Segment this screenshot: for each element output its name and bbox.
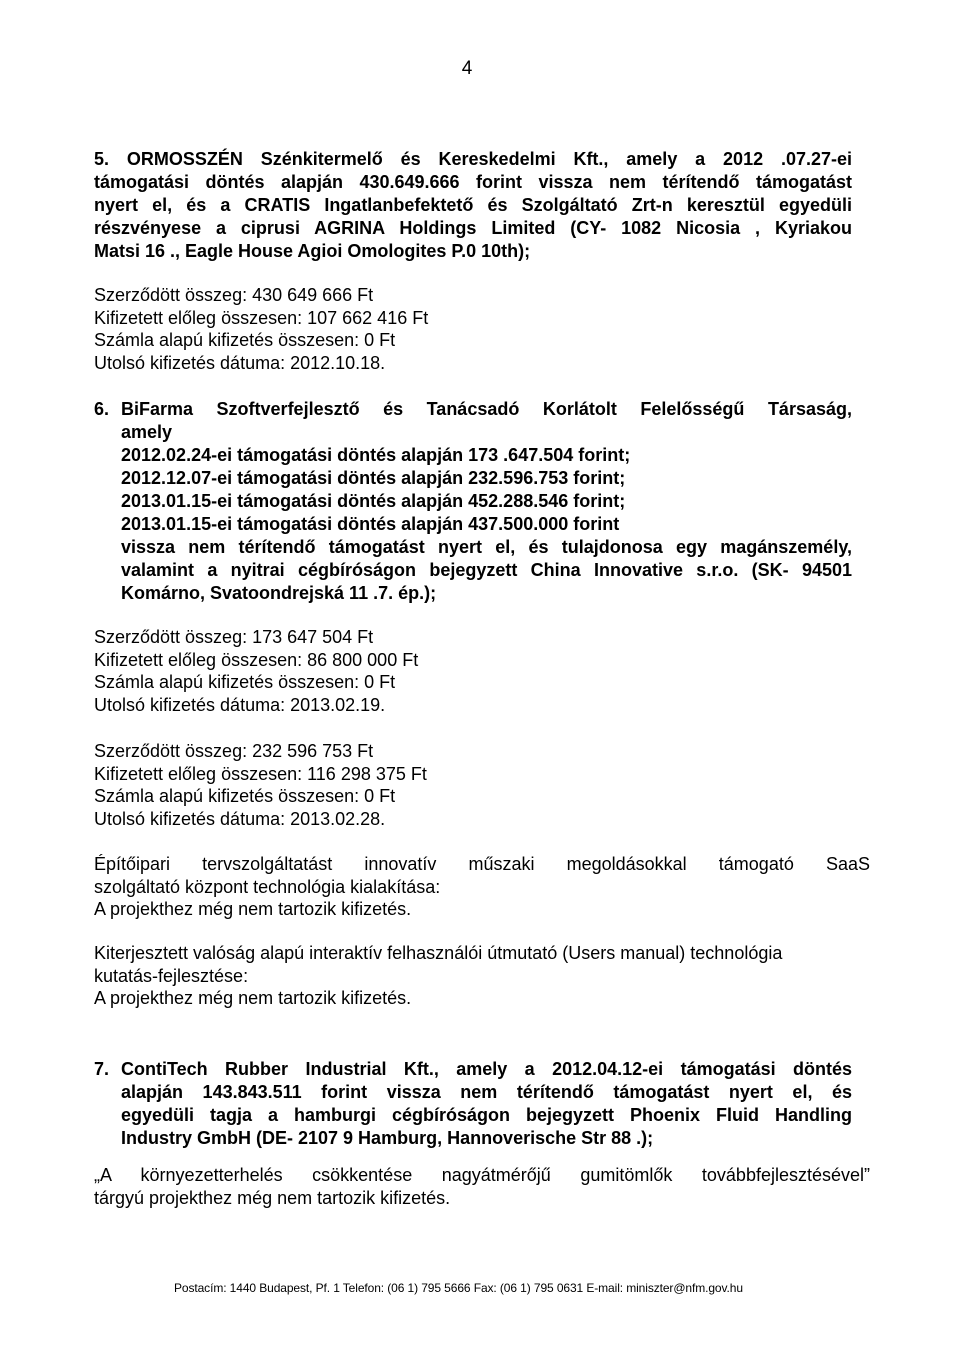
section-6-payment-summary-1 (94, 626, 418, 716)
section-5-line: támogatási döntés alapján 430.649.666 forint vissza nem térítendő támogatást (94, 172, 852, 192)
advance-paid: Kifizetett előleg összesen: 116 298 375 Ft (94, 763, 427, 784)
tail-line: vissza nem térítendő támogatást nyert el, és tulajdonosa egy magánszemély, (121, 537, 852, 557)
project-1 (94, 853, 870, 921)
section-7-line: ContiTech Rubber Industrial Kft., amely a 2012.04.12-ei támogatási döntés (121, 1059, 852, 1079)
contract-amount: Szerződött összeg: 430 649 666 Ft (94, 285, 374, 305)
advance-paid: Kifizetett előleg összesen: 107 662 416 Ft (94, 307, 429, 328)
project-status: A projekthez még nem tartozik kifizetés. (94, 988, 412, 1008)
contract-amount: Szerződött összeg: 232 596 753 Ft (94, 741, 374, 761)
advance-paid: Kifizetett előleg összesen: 86 800 000 Ft (94, 649, 419, 670)
section-5-line: Matsi 16 ., Eagle House Agioi Omologites P.0 10th); (94, 241, 531, 261)
section-5-payment-summary (94, 284, 428, 374)
section-6-title: BiFarma Szoftverfejlesztő és Tanácsadó Korlátolt Felelősségű Társaság, (121, 399, 852, 419)
section-5-line: 5. ORMOSSZÉN Szénkitermelő és Kereskedelmi Kft., amely a 2012 .07.27-ei (94, 149, 852, 169)
project-2 (94, 942, 782, 1010)
section-6-title-cont: amely (121, 422, 173, 442)
footer-contact: Postacím: 1440 Budapest, Pf. 1 Telefon: (06 1) 795 5666 Fax: (06 1) 795 0631 E-mail: miniszter@nfm.gov.hu (174, 1281, 743, 1295)
project-status: tárgyú projekthez még nem tartozik kifizetés. (94, 1187, 451, 1208)
decision-line: 2012.02.24-ei támogatási döntés alapján 173 .647.504 forint; (121, 445, 631, 465)
section-7-line: egyedüli tagja a hamburgi cégbíróságon bejegyzett Phoenix Fluid Handling (121, 1105, 852, 1125)
decision-line: 2013.01.15-ei támogatási döntés alapján 452.288.546 forint; (121, 491, 626, 511)
last-payment-date: Utolsó kifizetés dátuma: 2013.02.28. (94, 808, 386, 829)
project-title: „A környezetterhelés csökkentése nagyátmérőjű gumitömlők továbbfejlesztésével” (94, 1165, 870, 1185)
section-7-line: alapján 143.843.511 forint vissza nem térítendő támogatást nyert el, és (121, 1082, 852, 1102)
decision-line: 2012.12.07-ei támogatási döntés alapján 232.596.753 forint; (121, 468, 626, 488)
section-6-tail (121, 536, 852, 605)
section-5-heading (94, 148, 852, 263)
section-7-line: Industry GmbH (DE- 2107 9 Hamburg, Hannoverische Str 88 .); (121, 1128, 654, 1148)
invoice-payments: Számla alapú kifizetés összesen: 0 Ft (94, 330, 396, 350)
section-6-number: 6. (94, 399, 110, 419)
invoice-payments: Számla alapú kifizetés összesen: 0 Ft (94, 786, 396, 806)
invoice-payments: Számla alapú kifizetés összesen: 0 Ft (94, 672, 396, 692)
decision-line: 2013.01.15-ei támogatási döntés alapján 437.500.000 forint (121, 514, 620, 534)
section-6-heading (94, 398, 852, 444)
tail-line: valamint a nyitrai cégbíróságon bejegyzett China Innovative s.r.o. (SK- 94501 (121, 560, 852, 580)
project-title: Kiterjesztett valóság alapú interaktív felhasználói útmutató (Users manual) technológia (94, 943, 783, 963)
section-7-number: 7. (94, 1059, 110, 1079)
page-number: 4 (461, 58, 473, 79)
project-title: Építőipari tervszolgáltatást innovatív műszaki megoldásokkal támogató SaaS (94, 854, 870, 874)
project-title-cont: kutatás-fejlesztése: (94, 965, 249, 986)
tail-line: Komárno, Svatoondrejská 11 .7. ép.); (121, 583, 437, 603)
section-7-heading (94, 1058, 852, 1150)
contract-amount: Szerződött összeg: 173 647 504 Ft (94, 627, 374, 647)
project-title-cont: szolgáltató központ technológia kialakítása: (94, 876, 441, 897)
last-payment-date: Utolsó kifizetés dátuma: 2012.10.18. (94, 352, 386, 373)
section-5-line: nyert el, és a CRATIS Ingatlanbefektető és Szolgáltató Zrt-n keresztül egyedüli (94, 195, 852, 215)
section-5-line: részvényese a ciprusi AGRINA Holdings Limited (CY- 1082 Nicosia , Kyriakou (94, 218, 852, 238)
project-status: A projekthez még nem tartozik kifizetés. (94, 899, 412, 919)
last-payment-date: Utolsó kifizetés dátuma: 2013.02.19. (94, 694, 386, 715)
section-6-payment-summary-2 (94, 740, 427, 830)
section-7-project (94, 1164, 870, 1209)
section-6-decisions (121, 444, 630, 536)
